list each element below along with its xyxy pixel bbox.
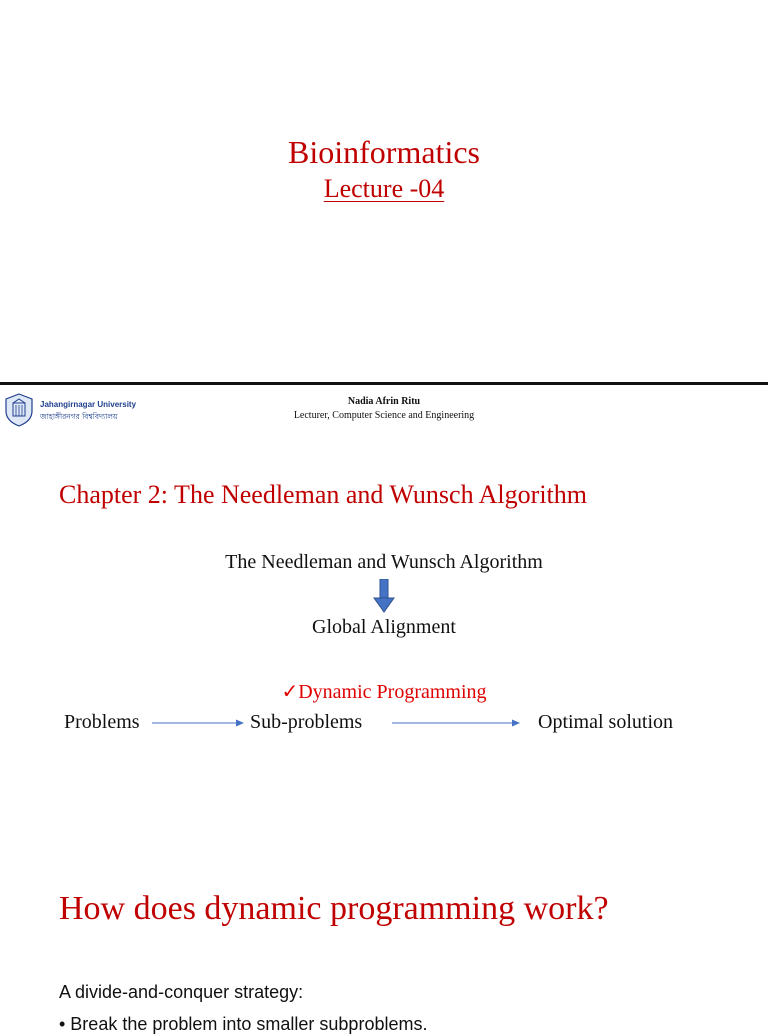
strategy-bullet: • Break the problem into smaller subproblems.	[59, 1014, 428, 1034]
slide-divider	[0, 382, 768, 385]
lecture-subtitle	[0, 174, 768, 204]
flow-step-subproblems: Sub-problems	[250, 711, 363, 733]
global-alignment-label: Global Alignment	[312, 616, 456, 638]
right-arrow-icon	[392, 716, 520, 730]
author-role: Lecturer, Computer Science and Engineering	[293, 410, 475, 421]
down-arrow-icon	[373, 579, 395, 613]
chapter-title: Chapter 2: The Needleman and Wunsch Algorithm	[59, 480, 587, 509]
section-question: How does dynamic programming work?	[59, 890, 609, 927]
flow-step-optimal-solution: Optimal solution	[538, 711, 673, 733]
lecture-number: Lecture -04	[323, 174, 445, 203]
university-name-en: Jahangirnagar University	[40, 400, 137, 409]
author-name: Nadia Afrin Ritu	[347, 396, 421, 407]
flow-step-problems: Problems	[64, 711, 140, 733]
lecture-title: Bioinformatics	[288, 134, 480, 170]
dynamic-programming-label: ✓Dynamic Programming	[281, 681, 487, 703]
right-arrow-icon	[152, 716, 244, 730]
strategy-intro: A divide-and-conquer strategy:	[59, 982, 304, 1002]
algorithm-label: The Needleman and Wunsch Algorithm	[225, 551, 543, 573]
university-name-bn: জাহাঙ্গীরনগর বিশ্ববিদ্যালয়	[40, 412, 118, 421]
